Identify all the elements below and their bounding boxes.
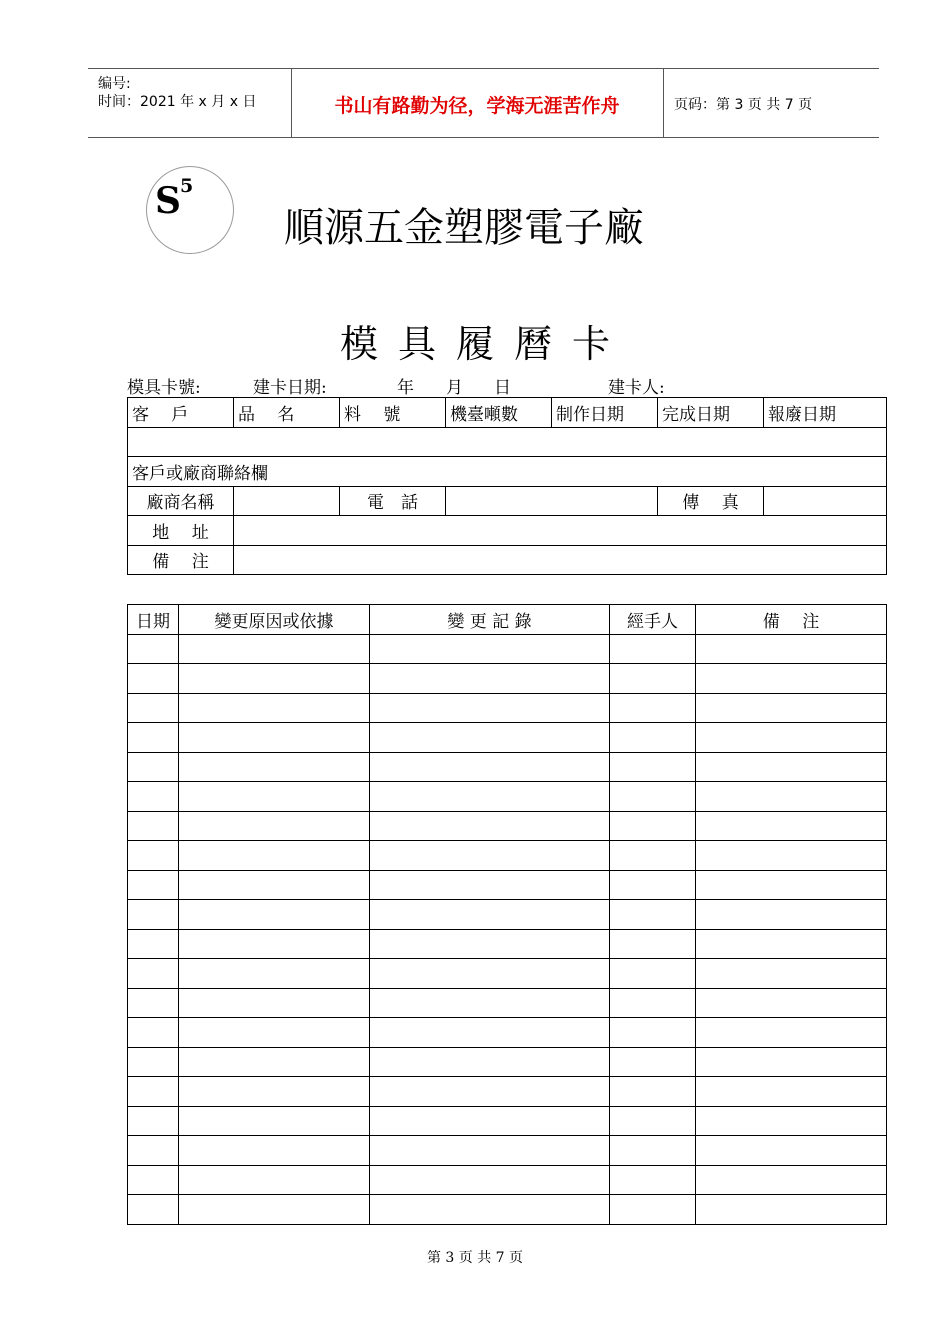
header-date: 日期 (128, 605, 179, 635)
date-cell[interactable] (128, 900, 179, 930)
handler-cell[interactable] (610, 811, 696, 841)
change-row (128, 693, 887, 723)
handler-cell[interactable] (610, 782, 696, 812)
creator-label: 建卡人: (608, 378, 665, 398)
create-date-label: 建卡日期: (253, 378, 327, 398)
reason-cell[interactable] (179, 752, 370, 782)
handler-cell[interactable] (610, 988, 696, 1018)
handler-cell[interactable] (610, 841, 696, 871)
change-row (128, 1018, 887, 1048)
handler-cell[interactable] (610, 1047, 696, 1077)
header-part-no: 料 號 (340, 398, 446, 428)
remarks-cell[interactable] (696, 988, 887, 1018)
handler-cell[interactable] (610, 1018, 696, 1048)
date-cell[interactable] (128, 988, 179, 1018)
handler-cell[interactable] (610, 664, 696, 694)
record-cell[interactable] (370, 1077, 610, 1107)
header-made-date: 制作日期 (552, 398, 658, 428)
handler-cell[interactable] (610, 1077, 696, 1107)
change-row (128, 1077, 887, 1107)
change-header-row (128, 605, 887, 635)
remarks-field[interactable] (234, 545, 887, 575)
motto-text: 书山有路勤为径，学海无涯苦作舟 (334, 95, 620, 117)
reason-cell[interactable] (179, 900, 370, 930)
handler-cell[interactable] (610, 1165, 696, 1195)
time-label: 时间：2021 年 x 月 x 日 (98, 94, 257, 110)
number-label: 编号: (98, 76, 131, 92)
handler-cell[interactable] (610, 752, 696, 782)
reason-cell[interactable] (179, 634, 370, 664)
address-field[interactable] (234, 516, 887, 546)
record-cell[interactable] (370, 634, 610, 664)
handler-cell[interactable] (610, 634, 696, 664)
info-value-row (128, 427, 887, 457)
change-log-table (127, 604, 887, 1225)
page-indicator: 页码：第 3 页 共 7 页 (674, 97, 813, 113)
record-cell[interactable] (370, 1136, 610, 1166)
month-label: 月 (446, 378, 463, 398)
change-row (128, 811, 887, 841)
fax-label: 傳 真 (658, 486, 764, 516)
address-row (128, 516, 887, 546)
remarks-cell[interactable] (696, 1106, 887, 1136)
remarks-cell[interactable] (696, 1195, 887, 1225)
record-cell[interactable] (370, 693, 610, 723)
change-row (128, 1195, 887, 1225)
mold-info-table (127, 397, 887, 575)
change-row (128, 1047, 887, 1077)
date-cell[interactable] (128, 929, 179, 959)
header-divider (663, 69, 664, 137)
reason-cell[interactable] (179, 1136, 370, 1166)
date-cell[interactable] (128, 1077, 179, 1107)
record-cell[interactable] (370, 988, 610, 1018)
remarks-cell[interactable] (696, 752, 887, 782)
record-cell[interactable] (370, 959, 610, 989)
change-row (128, 929, 887, 959)
record-cell[interactable] (370, 1165, 610, 1195)
date-cell[interactable] (128, 782, 179, 812)
reason-cell[interactable] (179, 811, 370, 841)
reason-cell[interactable] (179, 841, 370, 871)
record-cell[interactable] (370, 664, 610, 694)
change-row (128, 959, 887, 989)
record-cell[interactable] (370, 841, 610, 871)
header-scrap-date: 報廢日期 (764, 398, 887, 428)
header-customer: 客 戶 (128, 398, 234, 428)
company-logo (146, 166, 234, 254)
record-cell[interactable] (370, 1195, 610, 1225)
header-handler: 經手人 (610, 605, 696, 635)
info-header-row (128, 398, 887, 428)
reason-cell[interactable] (179, 988, 370, 1018)
date-cell[interactable] (128, 1018, 179, 1048)
date-cell[interactable] (128, 1106, 179, 1136)
change-row (128, 988, 887, 1018)
record-cell[interactable] (370, 752, 610, 782)
record-cell[interactable] (370, 811, 610, 841)
card-title: 模具履曆卡 (340, 322, 631, 366)
handler-cell[interactable] (610, 1195, 696, 1225)
handler-cell[interactable] (610, 870, 696, 900)
reason-cell[interactable] (179, 929, 370, 959)
reason-cell[interactable] (179, 1077, 370, 1107)
mold-card-no-label: 模具卡號: (127, 378, 201, 398)
logo-letter: S (155, 180, 181, 222)
vendor-row (128, 486, 887, 516)
change-row (128, 1165, 887, 1195)
reason-cell[interactable] (179, 1165, 370, 1195)
remarks-cell[interactable] (696, 782, 887, 812)
record-cell[interactable] (370, 1018, 610, 1048)
change-row (128, 752, 887, 782)
change-row (128, 664, 887, 694)
reason-cell[interactable] (179, 782, 370, 812)
vendor-name-label: 廠商名稱 (128, 486, 234, 516)
header-machine-tonnage: 機臺噸數 (446, 398, 552, 428)
remarks-cell[interactable] (696, 811, 887, 841)
remarks-cell[interactable] (696, 1077, 887, 1107)
remarks-cell[interactable] (696, 900, 887, 930)
change-row (128, 723, 887, 753)
date-cell[interactable] (128, 664, 179, 694)
remarks-cell[interactable] (696, 1047, 887, 1077)
handler-cell[interactable] (610, 1106, 696, 1136)
change-row (128, 1136, 887, 1166)
contact-section-row (128, 457, 887, 487)
date-cell[interactable] (128, 1165, 179, 1195)
handler-cell[interactable] (610, 929, 696, 959)
date-cell[interactable] (128, 959, 179, 989)
phone-field[interactable] (446, 486, 658, 516)
date-cell[interactable] (128, 870, 179, 900)
date-cell[interactable] (128, 1195, 179, 1225)
handler-cell[interactable] (610, 723, 696, 753)
change-row (128, 870, 887, 900)
reason-cell[interactable] (179, 693, 370, 723)
record-cell[interactable] (370, 1106, 610, 1136)
remarks-label: 備 注 (128, 545, 234, 575)
reason-cell[interactable] (179, 664, 370, 694)
reason-cell[interactable] (179, 959, 370, 989)
date-cell[interactable] (128, 752, 179, 782)
change-row (128, 1106, 887, 1136)
remarks-cell[interactable] (696, 664, 887, 694)
remarks-cell[interactable] (696, 959, 887, 989)
company-name: 順源五金塑膠電子廠 (284, 205, 644, 251)
header-change-record: 變 更 記 錄 (370, 605, 610, 635)
remarks-cell[interactable] (696, 1165, 887, 1195)
record-cell[interactable] (370, 782, 610, 812)
change-row (128, 782, 887, 812)
remarks-cell[interactable] (696, 723, 887, 753)
change-row (128, 841, 887, 871)
reason-cell[interactable] (179, 1106, 370, 1136)
reason-cell[interactable] (179, 1018, 370, 1048)
date-cell[interactable] (128, 811, 179, 841)
header-remarks: 備 注 (696, 605, 887, 635)
header-change-reason: 變更原因或依據 (179, 605, 370, 635)
date-cell[interactable] (128, 841, 179, 871)
header-finish-date: 完成日期 (658, 398, 764, 428)
handler-cell[interactable] (610, 900, 696, 930)
date-cell[interactable] (128, 693, 179, 723)
phone-label: 電 話 (340, 486, 446, 516)
page-footer: 第 3 页 共 7 页 (426, 1250, 524, 1266)
header-product-name: 品 名 (234, 398, 340, 428)
record-cell[interactable] (370, 929, 610, 959)
date-cell[interactable] (128, 723, 179, 753)
record-cell[interactable] (370, 900, 610, 930)
handler-cell[interactable] (610, 1136, 696, 1166)
date-cell[interactable] (128, 634, 179, 664)
reason-cell[interactable] (179, 870, 370, 900)
change-row (128, 634, 887, 664)
remarks-row (128, 545, 887, 575)
remarks-cell[interactable] (696, 870, 887, 900)
reason-cell[interactable] (179, 1195, 370, 1225)
address-label: 地 址 (128, 516, 234, 546)
remarks-cell[interactable] (696, 929, 887, 959)
handler-cell[interactable] (610, 693, 696, 723)
reason-cell[interactable] (179, 1047, 370, 1077)
remarks-cell[interactable] (696, 1136, 887, 1166)
day-label: 日 (494, 378, 511, 398)
reason-cell[interactable] (179, 723, 370, 753)
vendor-name-field[interactable] (234, 486, 340, 516)
remarks-cell[interactable] (696, 634, 887, 664)
info-value-cell[interactable] (128, 427, 887, 457)
logo-superscript: 5 (180, 175, 194, 197)
date-cell[interactable] (128, 1136, 179, 1166)
remarks-cell[interactable] (696, 841, 887, 871)
year-label: 年 (397, 378, 414, 398)
record-cell[interactable] (370, 723, 610, 753)
date-cell[interactable] (128, 1047, 179, 1077)
remarks-cell[interactable] (696, 1018, 887, 1048)
record-cell[interactable] (370, 1047, 610, 1077)
document-header (88, 68, 879, 138)
fax-field[interactable] (764, 486, 887, 516)
remarks-cell[interactable] (696, 693, 887, 723)
contact-section-title: 客戶或廠商聯絡欄 (128, 457, 887, 487)
handler-cell[interactable] (610, 959, 696, 989)
record-cell[interactable] (370, 870, 610, 900)
change-row (128, 900, 887, 930)
